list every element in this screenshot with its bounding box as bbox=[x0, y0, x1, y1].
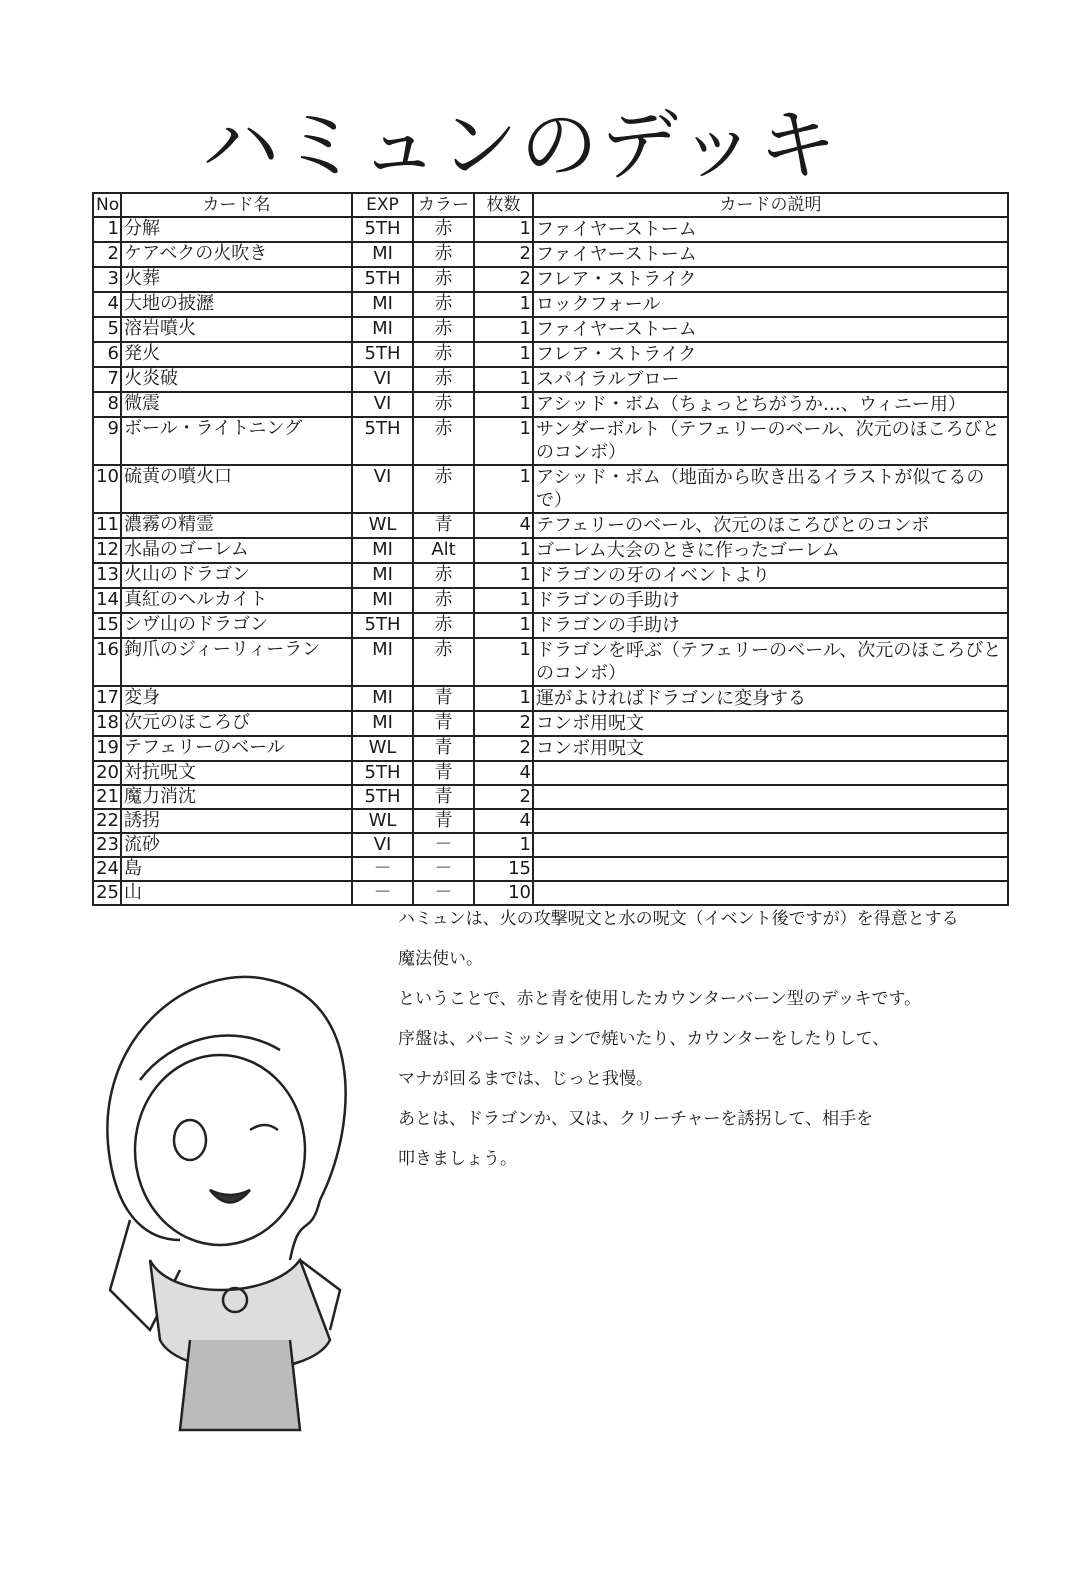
cell-card-name: 火葬 bbox=[121, 267, 352, 292]
cell-exp: VI bbox=[352, 465, 413, 513]
cell-exp: － bbox=[352, 857, 413, 881]
cell-no: 7 bbox=[93, 367, 121, 392]
cell-count: 1 bbox=[474, 317, 533, 342]
cell-card-name: 発火 bbox=[121, 342, 352, 367]
cell-count: 1 bbox=[474, 538, 533, 563]
cell-no: 17 bbox=[93, 686, 121, 711]
table-row bbox=[93, 809, 1008, 833]
cell-count: 2 bbox=[474, 267, 533, 292]
cell-description: アシッド・ボム（地面から吹き出るイラストが似てるので） bbox=[533, 465, 1008, 513]
table-row bbox=[93, 833, 1008, 857]
table-row bbox=[93, 292, 1008, 317]
paragraph-line: マナが回るまでは、じっと我慢。 bbox=[398, 1069, 653, 1089]
cell-exp: 5TH bbox=[352, 267, 413, 292]
table-row bbox=[93, 686, 1008, 711]
cell-no: 8 bbox=[93, 392, 121, 417]
cell-card-name: 硫黄の噴火口 bbox=[121, 465, 352, 513]
cell-exp: VI bbox=[352, 833, 413, 857]
cell-exp: 5TH bbox=[352, 785, 413, 809]
cell-description: コンボ用呪文 bbox=[533, 711, 1008, 736]
cell-color: 赤 bbox=[413, 242, 474, 267]
header-exp: EXP bbox=[352, 193, 413, 217]
table-row bbox=[93, 317, 1008, 342]
cell-no: 21 bbox=[93, 785, 121, 809]
cell-no: 16 bbox=[93, 638, 121, 686]
cell-exp: MI bbox=[352, 317, 413, 342]
cell-card-name: 水晶のゴーレム bbox=[121, 538, 352, 563]
table-row bbox=[93, 465, 1008, 513]
cell-card-name: 対抗呪文 bbox=[121, 761, 352, 785]
cell-card-name: 真紅のヘルカイト bbox=[121, 588, 352, 613]
cell-exp: VI bbox=[352, 392, 413, 417]
cell-exp: MI bbox=[352, 538, 413, 563]
table-row bbox=[93, 563, 1008, 588]
cell-count: 1 bbox=[474, 217, 533, 242]
cell-count: 1 bbox=[474, 367, 533, 392]
cell-description: ドラゴンの手助け bbox=[533, 613, 1008, 638]
cell-description: サンダーボルト（テフェリーのベール、次元のほころびとのコンボ） bbox=[533, 417, 1008, 465]
cell-count: 1 bbox=[474, 563, 533, 588]
table-row bbox=[93, 267, 1008, 292]
cell-count: 1 bbox=[474, 342, 533, 367]
cell-description: ドラゴンの手助け bbox=[533, 588, 1008, 613]
cell-description: コンボ用呪文 bbox=[533, 736, 1008, 761]
cell-card-name: 微震 bbox=[121, 392, 352, 417]
header-card-name: カード名 bbox=[121, 193, 352, 217]
cell-color: 赤 bbox=[413, 217, 474, 242]
cell-no: 6 bbox=[93, 342, 121, 367]
cell-description: スパイラルブロー bbox=[533, 367, 1008, 392]
cell-color: 青 bbox=[413, 761, 474, 785]
cell-card-name: ケアベクの火吹き bbox=[121, 242, 352, 267]
cell-color: 赤 bbox=[413, 267, 474, 292]
cell-color: Alt bbox=[413, 538, 474, 563]
header-no: No bbox=[93, 193, 121, 217]
cell-no: 12 bbox=[93, 538, 121, 563]
paragraph-line: 魔法使い。 bbox=[398, 949, 483, 969]
table-row bbox=[93, 342, 1008, 367]
cell-exp: 5TH bbox=[352, 217, 413, 242]
paragraph-line: 叩きましょう。 bbox=[398, 1149, 517, 1169]
table-row bbox=[93, 217, 1008, 242]
table-row bbox=[93, 881, 1008, 905]
cell-exp: MI bbox=[352, 638, 413, 686]
cell-card-name: 島 bbox=[121, 857, 352, 881]
cell-count: 15 bbox=[474, 857, 533, 881]
cell-color: 赤 bbox=[413, 342, 474, 367]
cell-card-name: テフェリーのベール bbox=[121, 736, 352, 761]
paragraph-line: ハミュンは、火の攻撃呪文と水の呪文（イベント後ですが）を得意とする bbox=[398, 909, 959, 929]
deck-table bbox=[92, 192, 1009, 906]
cell-no: 11 bbox=[93, 513, 121, 538]
cell-color: 赤 bbox=[413, 392, 474, 417]
cell-no: 23 bbox=[93, 833, 121, 857]
cell-color: 赤 bbox=[413, 317, 474, 342]
table-row bbox=[93, 785, 1008, 809]
header-count: 枚数 bbox=[474, 193, 533, 217]
cell-count: 1 bbox=[474, 392, 533, 417]
table-row bbox=[93, 392, 1008, 417]
cell-description: ゴーレム大会のときに作ったゴーレム bbox=[533, 538, 1008, 563]
table-row bbox=[93, 417, 1008, 465]
cell-description bbox=[533, 761, 1008, 785]
cell-exp: WL bbox=[352, 736, 413, 761]
table-row bbox=[93, 613, 1008, 638]
cell-no: 19 bbox=[93, 736, 121, 761]
cell-exp: MI bbox=[352, 563, 413, 588]
cell-card-name: 火炎破 bbox=[121, 367, 352, 392]
table-row bbox=[93, 857, 1008, 881]
cell-exp: WL bbox=[352, 809, 413, 833]
cell-count: 1 bbox=[474, 613, 533, 638]
cell-exp: WL bbox=[352, 513, 413, 538]
cell-exp: MI bbox=[352, 292, 413, 317]
cell-card-name: 変身 bbox=[121, 686, 352, 711]
cell-card-name: 山 bbox=[121, 881, 352, 905]
cell-color: 赤 bbox=[413, 563, 474, 588]
cell-description: ロックフォール bbox=[533, 292, 1008, 317]
table-row bbox=[93, 736, 1008, 761]
cell-exp: 5TH bbox=[352, 342, 413, 367]
cell-color: 赤 bbox=[413, 613, 474, 638]
cell-color: 赤 bbox=[413, 292, 474, 317]
table-row bbox=[93, 538, 1008, 563]
cell-card-name: シヴ山のドラゴン bbox=[121, 613, 352, 638]
page-title: ハミュンのデッキ bbox=[201, 101, 839, 191]
header-color: カラー bbox=[413, 193, 474, 217]
cell-description bbox=[533, 833, 1008, 857]
cell-card-name: ボール・ライトニング bbox=[121, 417, 352, 465]
cell-card-name: 分解 bbox=[121, 217, 352, 242]
cell-description bbox=[533, 881, 1008, 905]
cell-color: 青 bbox=[413, 785, 474, 809]
cell-count: 1 bbox=[474, 588, 533, 613]
cell-count: 1 bbox=[474, 686, 533, 711]
cell-color: 赤 bbox=[413, 367, 474, 392]
table-row bbox=[93, 588, 1008, 613]
cell-description: フレア・ストライク bbox=[533, 267, 1008, 292]
table-row bbox=[93, 761, 1008, 785]
cell-no: 24 bbox=[93, 857, 121, 881]
cell-description: テフェリーのベール、次元のほころびとのコンボ bbox=[533, 513, 1008, 538]
cell-description bbox=[533, 785, 1008, 809]
cell-description: アシッド・ボム（ちょっとちがうか…、ウィニー用） bbox=[533, 392, 1008, 417]
cell-count: 1 bbox=[474, 417, 533, 465]
table-row bbox=[93, 367, 1008, 392]
cell-card-name: 溶岩噴火 bbox=[121, 317, 352, 342]
cell-exp: 5TH bbox=[352, 417, 413, 465]
cell-count: 2 bbox=[474, 785, 533, 809]
cell-no: 13 bbox=[93, 563, 121, 588]
cell-no: 14 bbox=[93, 588, 121, 613]
cell-card-name: 魔力消沈 bbox=[121, 785, 352, 809]
cell-exp: 5TH bbox=[352, 613, 413, 638]
cell-color: 青 bbox=[413, 809, 474, 833]
cell-color: － bbox=[413, 881, 474, 905]
cell-description bbox=[533, 809, 1008, 833]
cell-exp: 5TH bbox=[352, 761, 413, 785]
cell-no: 1 bbox=[93, 217, 121, 242]
cell-exp: MI bbox=[352, 588, 413, 613]
cell-exp: － bbox=[352, 881, 413, 905]
cell-card-name: 火山のドラゴン bbox=[121, 563, 352, 588]
cell-color: 青 bbox=[413, 513, 474, 538]
cell-count: 4 bbox=[474, 761, 533, 785]
cell-no: 20 bbox=[93, 761, 121, 785]
cell-count: 1 bbox=[474, 833, 533, 857]
paragraph-line: ということで、赤と青を使用したカウンターバーン型のデッキです。 bbox=[398, 989, 922, 1009]
cell-card-name: 大地の披瀝 bbox=[121, 292, 352, 317]
cell-count: 4 bbox=[474, 809, 533, 833]
cell-description: ドラゴンを呼ぶ（テフェリーのベール、次元のほころびとのコンボ） bbox=[533, 638, 1008, 686]
cell-color: 赤 bbox=[413, 638, 474, 686]
cell-card-name: 流砂 bbox=[121, 833, 352, 857]
cell-no: 25 bbox=[93, 881, 121, 905]
header-description: カードの説明 bbox=[533, 193, 1008, 217]
character-illustration bbox=[70, 960, 420, 1460]
cell-count: 1 bbox=[474, 638, 533, 686]
cell-no: 15 bbox=[93, 613, 121, 638]
cell-card-name: 誘拐 bbox=[121, 809, 352, 833]
cell-count: 2 bbox=[474, 242, 533, 267]
cell-color: 青 bbox=[413, 686, 474, 711]
cell-color: 青 bbox=[413, 711, 474, 736]
paragraph-line: 序盤は、パーミッションで焼いたり、カウンターをしたりして、 bbox=[398, 1029, 890, 1049]
cell-no: 22 bbox=[93, 809, 121, 833]
table-row bbox=[93, 711, 1008, 736]
cell-count: 1 bbox=[474, 465, 533, 513]
cell-color: － bbox=[413, 857, 474, 881]
cell-color: － bbox=[413, 833, 474, 857]
cell-color: 赤 bbox=[413, 588, 474, 613]
table-header-row bbox=[93, 193, 1008, 217]
cell-no: 3 bbox=[93, 267, 121, 292]
cell-count: 10 bbox=[474, 881, 533, 905]
cell-exp: MI bbox=[352, 686, 413, 711]
cell-description: フレア・ストライク bbox=[533, 342, 1008, 367]
cell-no: 4 bbox=[93, 292, 121, 317]
table-row bbox=[93, 513, 1008, 538]
cell-description: ドラゴンの牙のイベントより bbox=[533, 563, 1008, 588]
cell-no: 10 bbox=[93, 465, 121, 513]
cell-no: 18 bbox=[93, 711, 121, 736]
cell-count: 1 bbox=[474, 292, 533, 317]
cell-description: 運がよければドラゴンに変身する bbox=[533, 686, 1008, 711]
cell-color: 赤 bbox=[413, 465, 474, 513]
cell-color: 青 bbox=[413, 736, 474, 761]
cell-description bbox=[533, 857, 1008, 881]
cell-no: 9 bbox=[93, 417, 121, 465]
cell-no: 5 bbox=[93, 317, 121, 342]
cell-card-name: 濃霧の精霊 bbox=[121, 513, 352, 538]
cell-description: ファイヤーストーム bbox=[533, 217, 1008, 242]
paragraph-line: あとは、ドラゴンか、又は、クリーチャーを誘拐して、相手を bbox=[398, 1109, 874, 1129]
cell-description: ファイヤーストーム bbox=[533, 317, 1008, 342]
cell-card-name: 鉤爪のジィーリィーラン bbox=[121, 638, 352, 686]
cell-exp: VI bbox=[352, 367, 413, 392]
cell-no: 2 bbox=[93, 242, 121, 267]
cell-card-name: 次元のほころび bbox=[121, 711, 352, 736]
cell-exp: MI bbox=[352, 711, 413, 736]
table-row bbox=[93, 242, 1008, 267]
cell-count: 2 bbox=[474, 711, 533, 736]
cell-count: 4 bbox=[474, 513, 533, 538]
cell-exp: MI bbox=[352, 242, 413, 267]
cell-description: ファイヤーストーム bbox=[533, 242, 1008, 267]
deck-description bbox=[398, 905, 1018, 1185]
table-row bbox=[93, 638, 1008, 686]
cell-count: 2 bbox=[474, 736, 533, 761]
cell-color: 赤 bbox=[413, 417, 474, 465]
